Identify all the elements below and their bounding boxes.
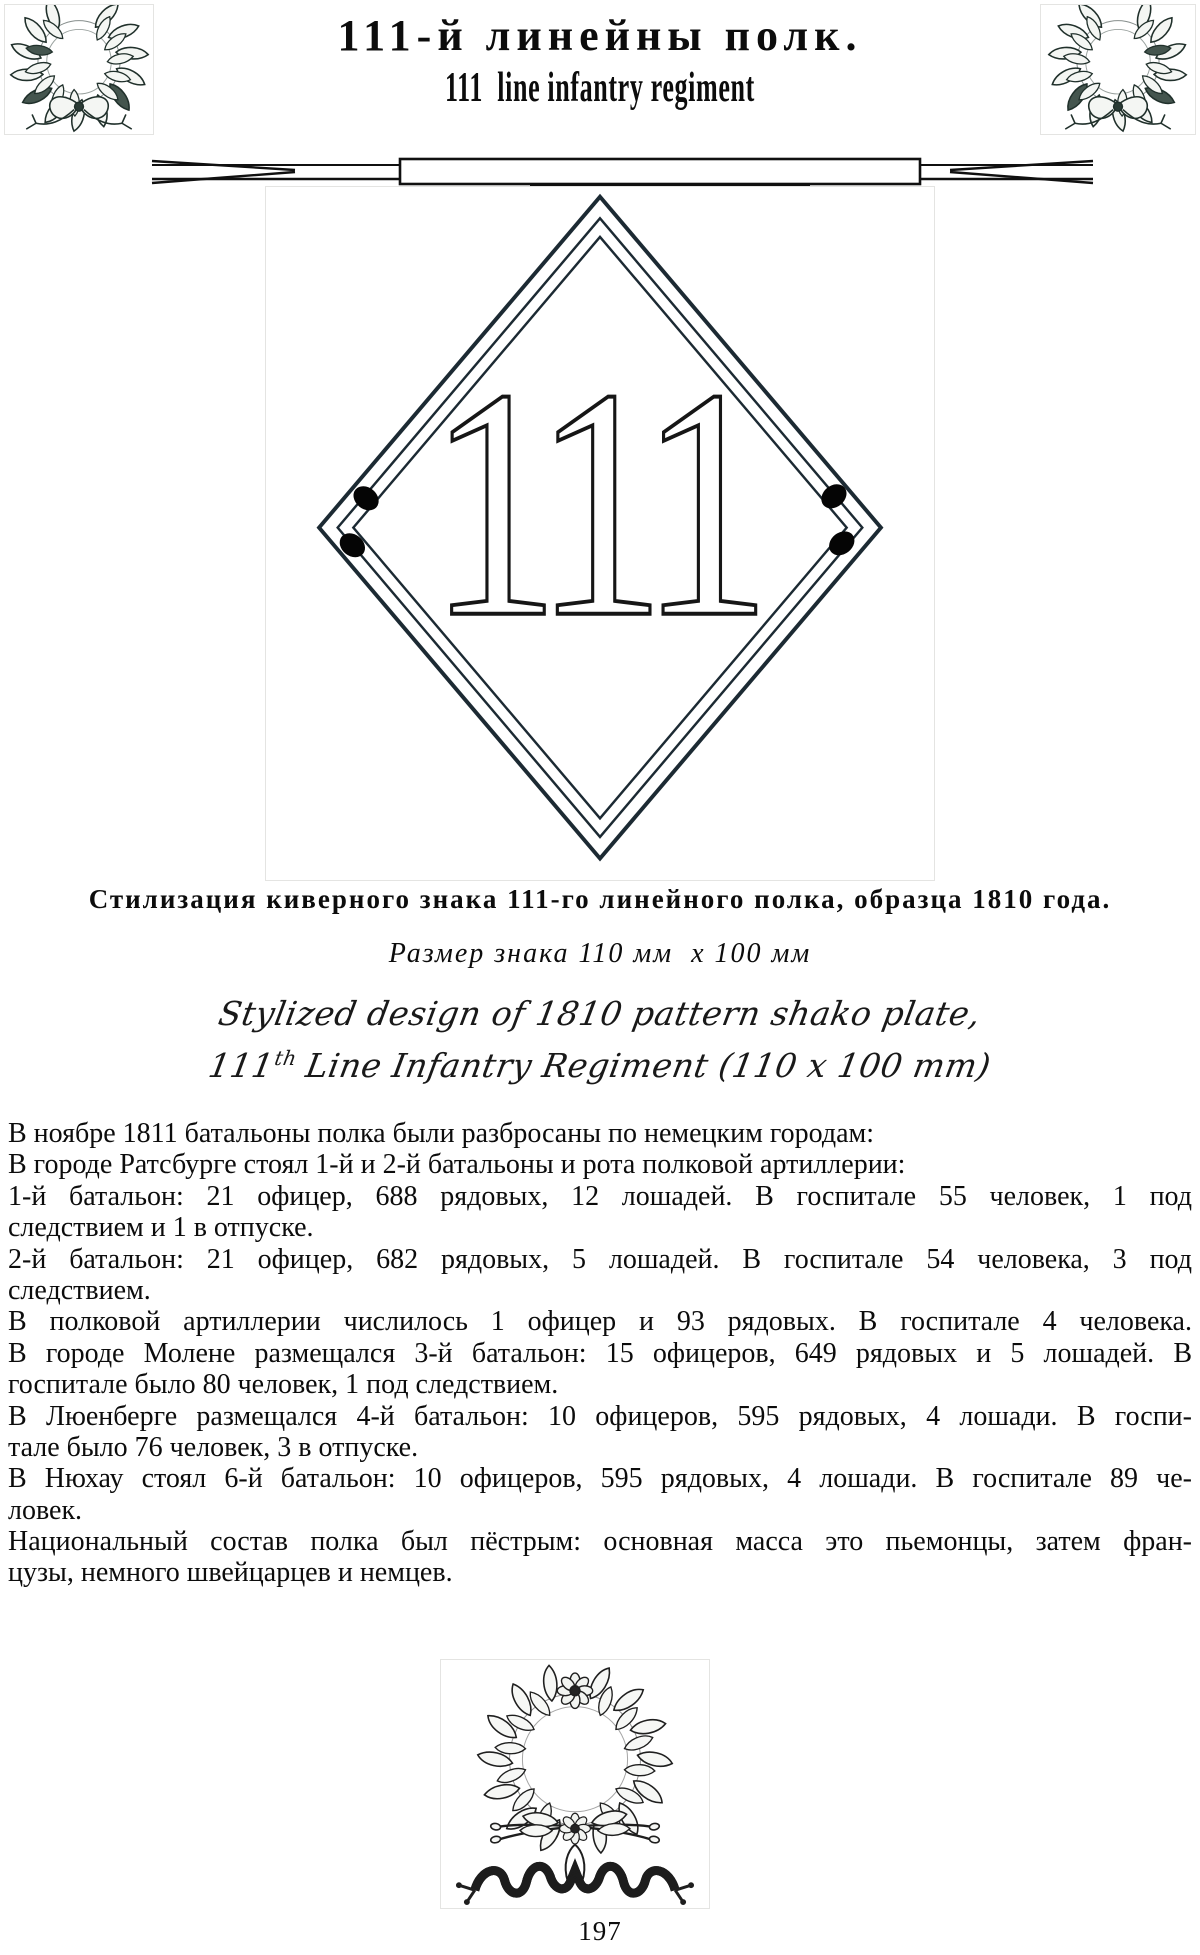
plate-digit: 1: [639, 322, 772, 686]
body-line: цузы, немного швейцарцев и немцев.: [8, 1557, 453, 1589]
body-line: В Нюхау стоял 6-й батальон: 10 офицеров, 595 рядовых, 4 лошади. В госпитале 89 че-: [8, 1463, 1192, 1495]
body-line: следствием и 1 в отпуске.: [8, 1212, 314, 1244]
page-number: 197: [578, 1916, 622, 1946]
body-line: В Люенберге размещался 4-й батальон: 10 офицеров, 595 рядовых, 4 лошади. В госпи-: [8, 1400, 1192, 1432]
body-text: [8, 1118, 1192, 1589]
body-line: В городе Ратсбурге стоял 1-й и 2-й батальоны и рота полковой артиллерии:: [8, 1149, 906, 1181]
body-line: 1-й батальон: 21 офицер, 688 рядовых, 12 лошадей. В госпитале 55 человек, 1 под: [8, 1180, 1192, 1212]
body-line: тале было 76 человек, 3 в отпуске.: [8, 1431, 419, 1463]
page-subtitle: [0, 64, 1200, 112]
body-line: Национальный состав полка был пёстрым: основная масса это пьемонцы, затем фран-: [8, 1526, 1192, 1558]
body-line: ловек.: [8, 1494, 83, 1526]
laurel-wreath-bottom-icon: [440, 1659, 710, 1909]
plate-digit: 1: [534, 322, 666, 686]
caption-script-line1-text: Stylized design of 1810 pattern shako plate,: [215, 994, 985, 1033]
caption-script-line2-num: 111: [205, 1046, 278, 1085]
caption-script-line2-rest: Line Infantry Regiment (110 x 100 mm): [292, 1046, 995, 1085]
caption-stylization: Стилизация киверного знака 111-го линейного полка, образца 1810 года.: [88, 884, 1112, 914]
shako-plate-illustration: [265, 186, 935, 881]
plate-digit: 1: [428, 322, 561, 686]
body-line: В полковой артиллерии числилось 1 офицер и 93 рядовых. В госпитале 4 человека.: [8, 1306, 1192, 1338]
caption-script-line2: [0, 1046, 1200, 1085]
ornamental-divider: [150, 157, 1095, 189]
body-line: госпитале было 80 человек, 1 под следствием.: [8, 1369, 559, 1401]
caption-script-line1: [0, 994, 1200, 1033]
page-title: 111-й линейны полк.: [337, 11, 863, 60]
body-line: 2-й батальон: 21 офицер, 682 рядовых, 5 лошадей. В госпитале 54 человека, 3 под: [8, 1243, 1192, 1275]
body-line: В ноябре 1811 батальоны полка были разбросаны по немецким городам:: [8, 1118, 875, 1149]
body-line: следствием.: [8, 1274, 151, 1306]
caption-script-line2-sup: th: [272, 1046, 300, 1070]
caption-size: Размер знака 110 мм х 100 мм: [388, 938, 812, 969]
page-subtitle-text: 111 line infantry regiment: [445, 65, 755, 111]
body-line: В городе Молене размещался 3-й батальон: 15 офицеров, 649 рядовых и 5 лошадей. В: [8, 1337, 1192, 1369]
